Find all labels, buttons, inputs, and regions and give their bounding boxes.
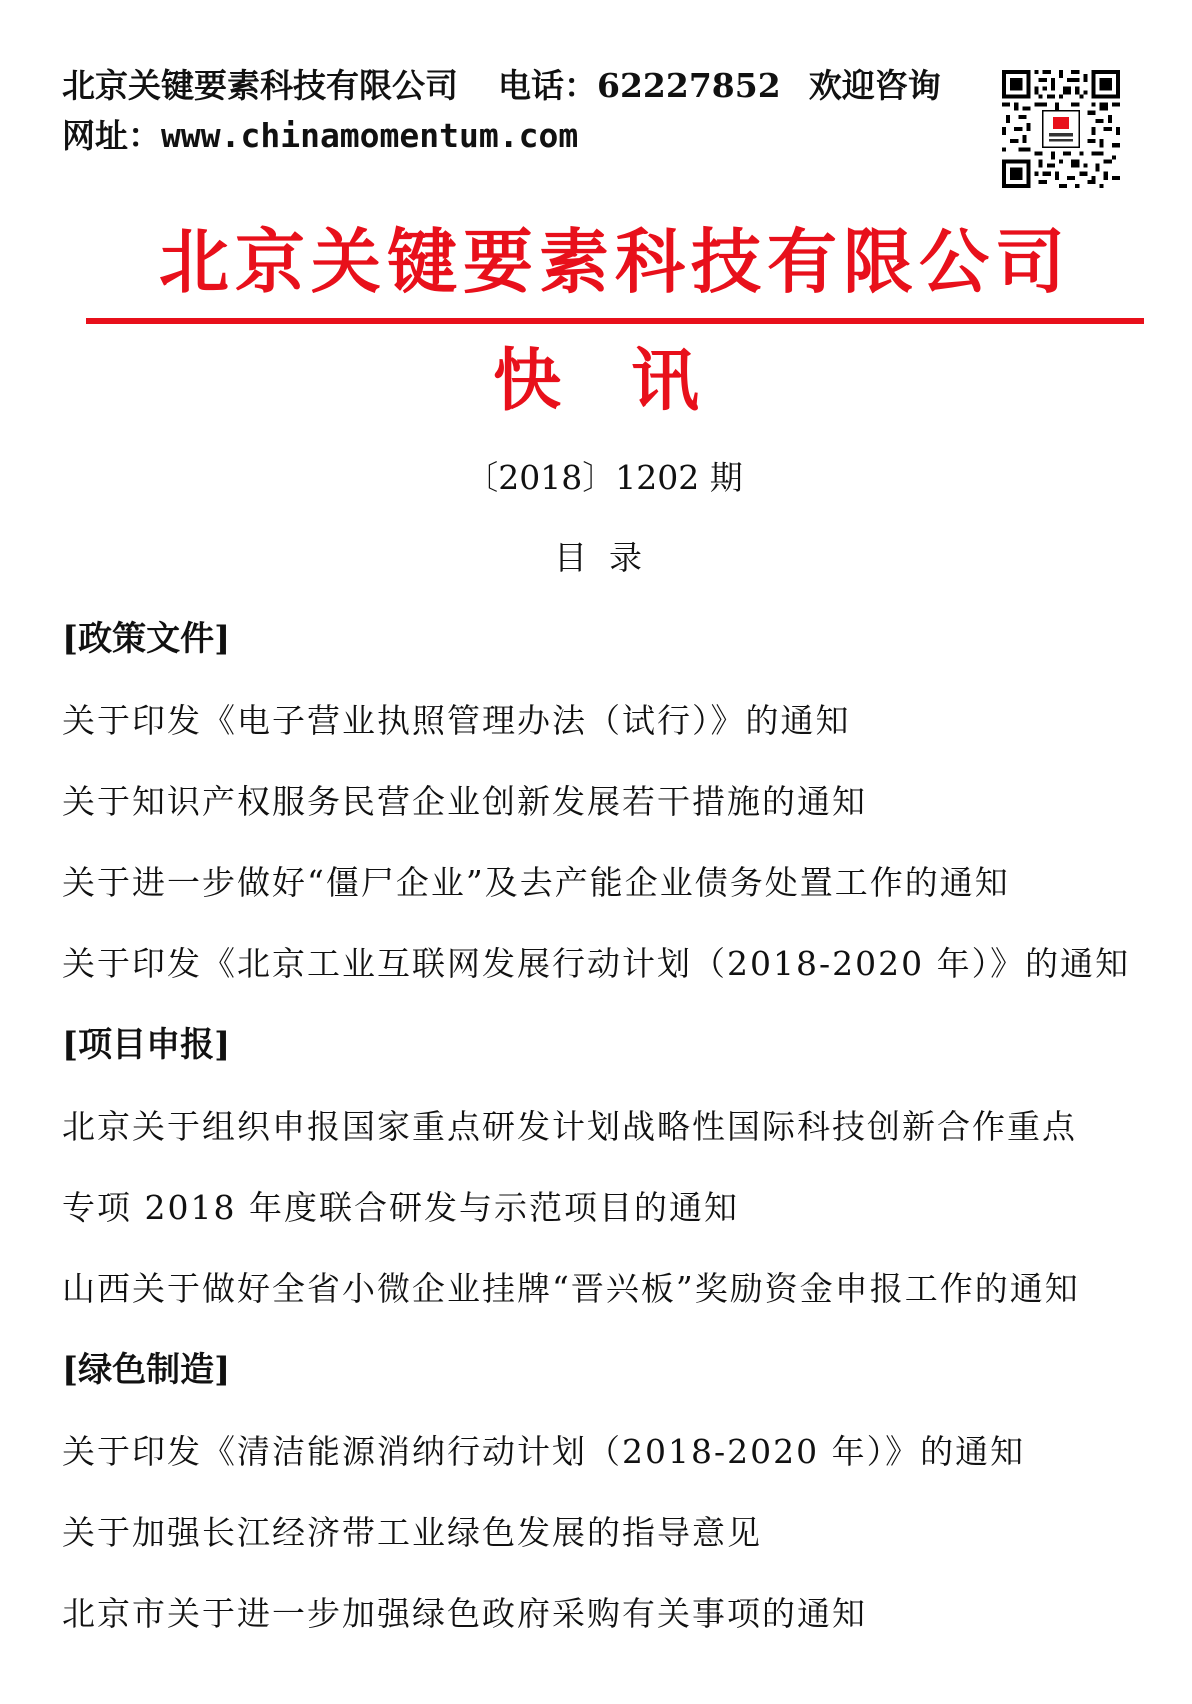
toc-item[interactable]: 专项 2018 年度联合研发与示范项目的通知 (62, 1188, 739, 1227)
header-phone: 电话：62227852 (498, 66, 781, 105)
company-title: 北京关键要素科技有限公司 (159, 221, 1071, 303)
toc-item[interactable]: 关于印发《清洁能源消纳行动计划（2018-2020 年）》的通知 (62, 1432, 1026, 1471)
toc-item[interactable]: 关于印发《北京工业互联网发展行动计划（2018-2020 年）》的通知 (62, 944, 1131, 983)
header-contact-line (62, 66, 941, 106)
section-heading-green: [绿色制造] (62, 1350, 231, 1390)
section-heading-policy: [政策文件] (62, 619, 231, 659)
header-consult: 欢迎咨询 (808, 66, 941, 105)
toc-heading: 目录 (554, 538, 664, 577)
header-company-name: 北京关键要素科技有限公司 (62, 66, 458, 105)
issue-number: 〔2018〕1202 期 (465, 458, 743, 497)
qr-code-icon[interactable] (1002, 70, 1120, 188)
toc-item[interactable]: 关于知识产权服务民营企业创新发展若干措施的通知 (62, 782, 867, 821)
header-website-label: 网址： (62, 116, 161, 155)
header-website-link[interactable]: www.chinamomentum.com (161, 116, 579, 155)
toc-item[interactable]: 山西关于做好全省小微企业挂牌“晋兴板”奖励资金申报工作的通知 (62, 1269, 1080, 1308)
section-heading-projects: [项目申报] (62, 1025, 231, 1065)
toc-item[interactable]: 北京市关于进一步加强绿色政府采购有关事项的通知 (62, 1594, 867, 1633)
toc-item[interactable]: 关于加强长江经济带工业绿色发展的指导意见 (62, 1513, 762, 1552)
red-divider (86, 318, 1144, 324)
toc-item[interactable]: 关于进一步做好“僵尸企业”及去产能企业债务处置工作的通知 (62, 863, 1010, 902)
newsletter-title: 快讯 (492, 342, 769, 421)
toc-item[interactable]: 关于印发《电子营业执照管理办法（试行）》的通知 (62, 701, 851, 740)
header-website-line (62, 116, 578, 156)
toc-item[interactable]: 北京关于组织申报国家重点研发计划战略性国际科技创新合作重点 (62, 1107, 1077, 1146)
